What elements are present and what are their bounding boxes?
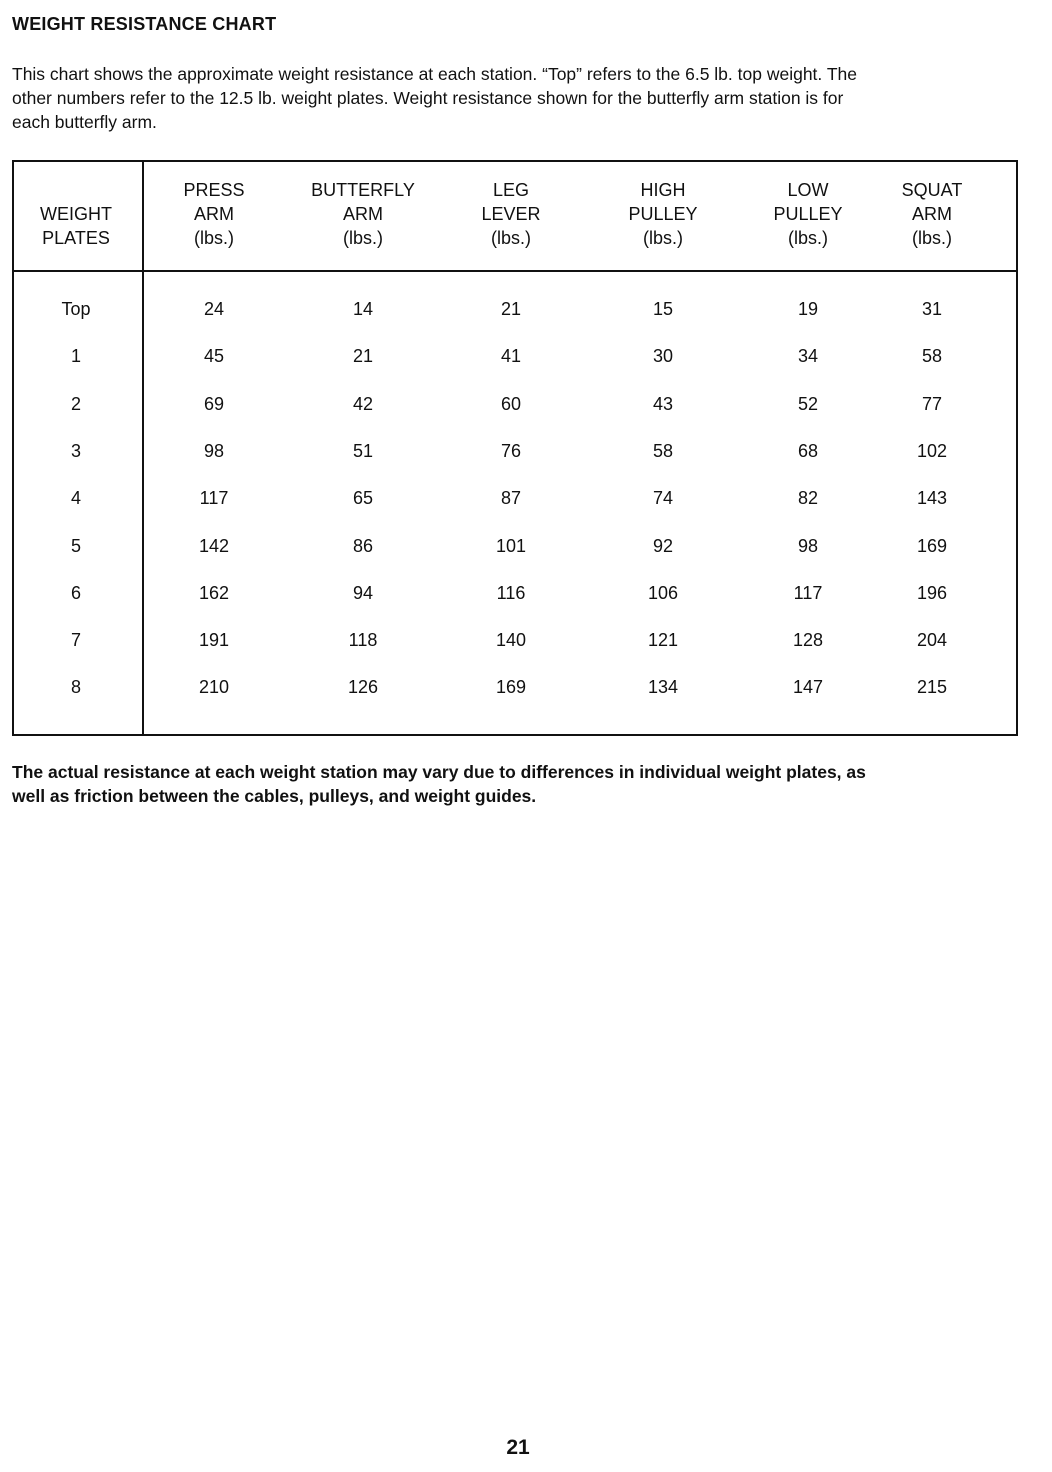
table-cell: 98 (203, 440, 225, 461)
column-header-line: (lbs.) (911, 228, 952, 248)
table-cell: 74 (652, 488, 674, 509)
table-cell: 69 (203, 393, 225, 414)
table-cell: 169 (495, 677, 527, 698)
table-cell: 204 (916, 630, 948, 651)
table-cell: 60 (500, 393, 522, 414)
table-cell: 87 (500, 488, 522, 509)
table-cell: 68 (797, 440, 819, 461)
column-header-weight-plates (40, 178, 112, 250)
table-cell: 14 (352, 299, 374, 319)
footnote-line: The actual resistance at each weight station may vary due to differences in individual weight plates, as (12, 762, 866, 782)
row-label: 3 (70, 440, 82, 461)
table-cell: 196 (916, 582, 948, 603)
row-label: 8 (70, 677, 82, 698)
table-cell: 142 (198, 535, 230, 556)
column-header-line: SQUAT (901, 180, 963, 200)
table-cell: 191 (198, 630, 230, 651)
table-cell: 58 (921, 346, 943, 367)
table-cell: 42 (352, 393, 374, 414)
column-header-line: LEG (492, 180, 530, 200)
column-header-line: (lbs.) (491, 228, 531, 248)
table-cell: 118 (348, 630, 378, 651)
intro-line: other numbers refer to the 12.5 lb. weight plates. Weight resistance shown for the butterfly arm station is for (12, 88, 844, 108)
intro-line: This chart shows the approximate weight resistance at each station. “Top” refers to the 6.5 lb. top weight. The (12, 64, 857, 84)
column-header-low-pulley (773, 178, 842, 250)
column-header-line: HIGH (640, 180, 686, 200)
table-cell: 21 (500, 299, 522, 319)
table-cell: 65 (352, 488, 374, 509)
table-cell: 92 (652, 535, 674, 556)
column-header-line: PULLEY (773, 204, 843, 224)
table-cell: 31 (921, 299, 943, 319)
column-header-line: ARM (194, 204, 234, 224)
page-title: WEIGHT RESISTANCE CHART (12, 14, 277, 34)
column-header-leg-lever (481, 178, 540, 250)
table-cell: 94 (352, 582, 374, 603)
column-header-line: ARM (911, 204, 952, 224)
table-cell: 106 (647, 582, 679, 603)
table-row (14, 578, 1016, 608)
table-cell: 43 (652, 393, 674, 414)
row-label: 1 (70, 346, 82, 367)
table-row (14, 294, 1016, 324)
column-header-line: (lbs.) (194, 228, 234, 248)
table-cell: 52 (797, 393, 819, 414)
table-cell: 51 (352, 440, 374, 461)
table-cell: 101 (495, 535, 527, 556)
table-row (14, 625, 1016, 655)
row-label: Top (61, 299, 91, 319)
column-header-butterfly-arm (311, 178, 415, 250)
table-cell: 19 (797, 299, 819, 319)
table-cell: 98 (797, 535, 819, 556)
table-cell: 41 (500, 346, 522, 367)
table-cell: 162 (198, 582, 230, 603)
table-cell: 121 (647, 630, 679, 651)
row-label: 2 (70, 393, 82, 414)
column-header-line (40, 178, 112, 202)
intro-line: each butterfly arm. (12, 112, 157, 132)
table-cell: 77 (921, 393, 943, 414)
table-cell: 116 (496, 582, 526, 603)
header-divider (14, 270, 1016, 272)
table-cell: 210 (198, 677, 230, 698)
table-cell: 128 (792, 630, 824, 651)
table-cell: 102 (916, 440, 948, 461)
table-cell: 45 (203, 346, 225, 367)
table-cell: 15 (652, 299, 674, 319)
table-cell: 215 (916, 677, 948, 698)
table-cell: 21 (352, 346, 374, 367)
footnote-line: well as friction between the cables, pulleys, and weight guides. (12, 786, 537, 806)
table-cell: 169 (916, 535, 948, 556)
table-cell: 147 (792, 677, 824, 698)
column-header-line: LOW (787, 180, 829, 200)
page-number: 21 (506, 1436, 530, 1459)
column-header-line: WEIGHT (40, 204, 112, 224)
column-header-line: PULLEY (628, 204, 698, 224)
footnote (12, 760, 1012, 808)
row-label: 4 (70, 488, 82, 509)
table-cell: 143 (916, 488, 948, 509)
table-cell: 117 (793, 582, 823, 603)
column-header-line: (lbs.) (343, 228, 383, 248)
column-header-high-pulley (628, 178, 697, 250)
table-cell: 117 (199, 488, 229, 509)
table-cell: 24 (203, 299, 225, 319)
table-cell: 140 (495, 630, 527, 651)
table-cell: 82 (797, 488, 819, 509)
table-row (14, 436, 1016, 466)
table-row (14, 389, 1016, 419)
column-header-line: PLATES (42, 228, 110, 248)
table-cell: 34 (797, 346, 819, 367)
table-row (14, 531, 1016, 561)
table-row (14, 341, 1016, 371)
table-row (14, 483, 1016, 513)
table-cell: 126 (347, 677, 379, 698)
table-cell: 86 (352, 535, 374, 556)
table-cell: 134 (647, 677, 679, 698)
intro-paragraph (12, 62, 1002, 134)
column-header-line: BUTTERFLY (311, 180, 415, 200)
column-header-line: (lbs.) (787, 228, 828, 248)
row-label: 5 (70, 535, 82, 556)
column-header-squat-arm (902, 178, 963, 250)
table-cell: 76 (500, 440, 522, 461)
column-header-line: PRESS (183, 180, 245, 200)
row-label: 6 (70, 582, 82, 603)
row-label: 7 (70, 630, 82, 651)
resistance-table (12, 160, 1018, 736)
column-header-line: (lbs.) (642, 228, 683, 248)
column-header-line: ARM (343, 204, 383, 224)
table-cell: 30 (652, 346, 674, 367)
column-header-press-arm (183, 178, 244, 250)
column-header-line: LEVER (481, 204, 541, 224)
table-cell: 58 (652, 440, 674, 461)
table-row (14, 672, 1016, 702)
